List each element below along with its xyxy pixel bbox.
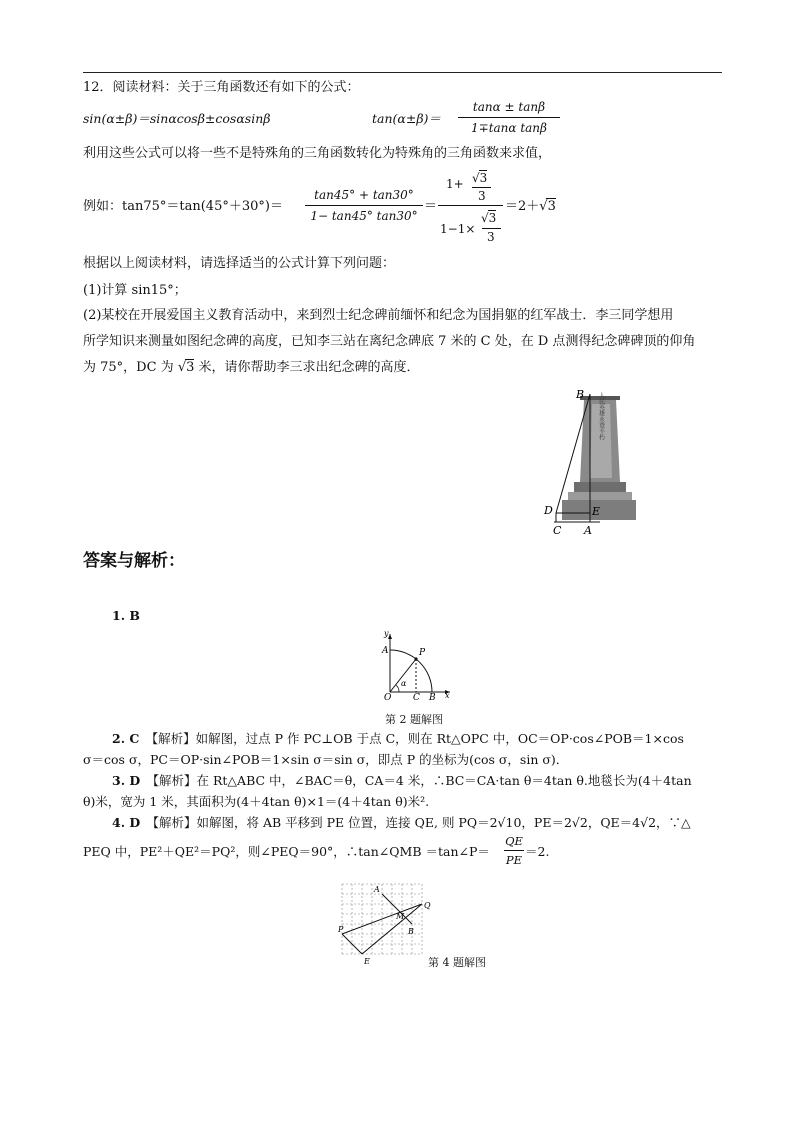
nested-den-one-minus: 1−1× <box>440 222 476 236</box>
answer-3-line2: θ)米，宽为 1 米，其面积为(4＋4tan θ)×1＝(4＋4tan θ)米². <box>83 794 430 809</box>
fig2-label-O: O <box>384 693 392 700</box>
fig2-y-arrow <box>388 634 392 639</box>
monument-figure <box>540 386 636 538</box>
label-A: A <box>584 524 592 537</box>
fig2-label-B: B <box>429 693 436 700</box>
nested-main-bar <box>438 205 503 206</box>
nested-den-three: 3 <box>487 230 495 244</box>
answer-4-line2-a: PEQ 中，PE²＋QE²＝PQ²，则∠PEQ＝90°，∴tan∠QMB ＝tan∠P＝ <box>83 844 490 859</box>
label-C: C <box>553 524 562 537</box>
answer-2-line2: σ＝cos σ，PC＝OP·sin∠POB＝1×sin σ＝sin σ，即点 P 的坐标为(cos σ，sin σ)． <box>83 752 569 767</box>
label-E: E <box>592 505 601 518</box>
label-B: B <box>576 388 585 401</box>
fig4-grid-figure <box>338 880 434 966</box>
fig2-label-A: A <box>382 646 389 656</box>
answer-4-line2-b: ＝2. <box>525 844 550 859</box>
example-result: ＝2＋√ 3 <box>505 199 556 214</box>
fig2-unit-circle <box>368 626 454 700</box>
nested-den-inner-bar <box>482 228 501 229</box>
fig4-label-E: E <box>364 957 370 966</box>
q12-part1: (1)计算 sin15°； <box>83 283 187 298</box>
nested-num-inner-bar <box>472 187 491 188</box>
fig2-label-x: x <box>445 691 450 700</box>
fig2-point-P <box>414 657 417 660</box>
fig2-label-P: P <box>419 648 426 658</box>
nested-num-sqrt3: √ 3 <box>472 171 488 185</box>
nested-num-three: 3 <box>478 189 486 203</box>
monument-base-mid <box>568 492 632 500</box>
fig2-label-C: C <box>413 693 420 700</box>
monument-base-upper <box>574 482 626 492</box>
fig4-label-A: A <box>374 885 380 894</box>
example-fraction-bar <box>305 205 423 206</box>
tan-sum-denominator: 1∓tanα tanβ <box>471 121 547 135</box>
fig4-label-P: P <box>338 925 344 934</box>
example-prefix: 例如：tan75°＝tan(45°＋30°)＝ <box>83 199 283 214</box>
answer-4-frac-num: QE <box>505 834 523 848</box>
monument-inscription: 人民英雄永垂不朽 <box>597 392 605 440</box>
answer-1: 1. B <box>112 608 140 623</box>
answer-4-frac-bar <box>504 850 524 851</box>
example-denominator: 1− tan45° tan30° <box>310 209 418 223</box>
sin-sum-formula: sin(α±β)＝sinαcosβ±cosαsinβ <box>83 111 271 126</box>
answers-heading: 答案与解析： <box>83 551 185 571</box>
q12-title: 12．阅读材料：关于三角函数还有如下的公式： <box>83 80 360 95</box>
fig2-caption: 第 2 题解图 <box>385 713 443 726</box>
header-rule <box>83 72 722 73</box>
answer-4-frac-den: PE <box>505 853 523 867</box>
answer-2-line1: 2. C 【解析】如解图，过点 P 作 PC⊥OB 于点 C，则在 Rt△OPC 中，OC＝OP·cos∠POB＝1×cos <box>112 731 684 746</box>
q12-part2-line1: (2)某校在开展爱国主义教育活动中，来到烈士纪念碑前缅怀和纪念为国捐躯的红军战士．李三同学想用 <box>83 308 674 323</box>
answer-4-line1: 4. D 【解析】如解图，将 AB 平移到 PE 位置，连接 QE, 则 PQ＝2√10，PE＝2√2，QE＝4√2，∵△ <box>112 815 691 830</box>
fig2-label-alpha: α <box>401 679 407 688</box>
tan-sum-lhs: tan(α±β)＝ <box>372 111 441 126</box>
q12-part2-line2: 所学知识来测量如图纪念碑的高度，已知李三站在离纪念碑底 7 米的 C 处，在 D 点测得纪念碑碑顶的仰角 <box>83 334 696 349</box>
fig2-angle-arc <box>396 685 399 692</box>
example-numerator: tan45° + tan30° <box>314 188 414 202</box>
q12-part2-line3: 为 75°，DC 为 √ 3 米，请你帮助李三求出纪念碑的高度． <box>83 360 420 375</box>
nested-num-one-plus: 1+ <box>446 177 464 191</box>
tan-sum-fraction-bar <box>458 117 560 118</box>
fig4-label-B: B <box>408 927 414 936</box>
q12-line2: 利用这些公式可以将一些不是特殊角的三角函数转化为特殊角的三角函数来求值， <box>83 146 552 161</box>
nested-den-sqrt3: √ 3 <box>481 211 497 225</box>
tan-sum-numerator: tanα ± tanβ <box>472 100 546 114</box>
example-equals: ＝ <box>424 199 438 214</box>
q12-line4: 根据以上阅读材料，请选择适当的公式计算下列问题： <box>83 256 396 271</box>
answer-3-line1: 3. D 【解析】在 Rt△ABC 中，∠BAC＝θ，CA＝4 米，∴BC＝CA·tan θ＝4tan θ.地毯长为(4＋4tan <box>112 773 692 788</box>
fig4-label-Q: Q <box>424 901 431 910</box>
fig4-caption: 第 4 题解图 <box>428 956 486 969</box>
fig2-label-y: y <box>384 629 389 638</box>
fig4-label-M: M <box>396 912 405 921</box>
label-D: D <box>544 504 553 517</box>
